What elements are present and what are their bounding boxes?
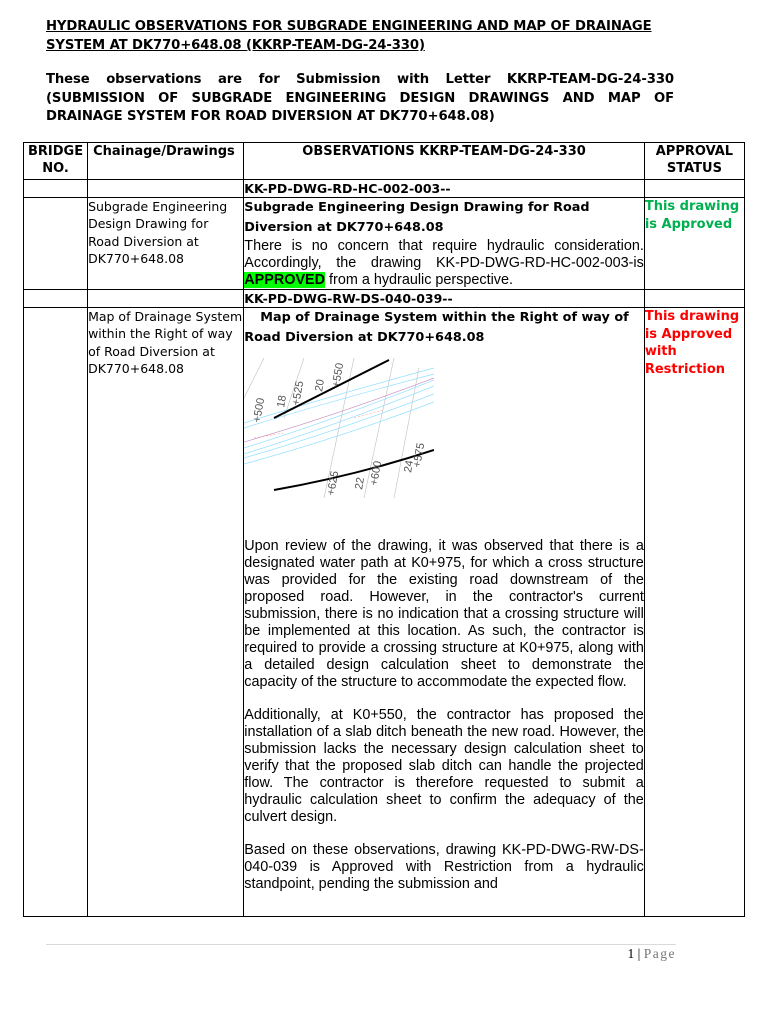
page-separator: | <box>637 946 641 961</box>
chainage-cell: Subgrade Engineering Design Drawing for Road Diversion at DK770+648.08 <box>88 198 244 290</box>
header-chainage: Chainage/Drawings <box>88 143 244 180</box>
observations-table <box>23 142 745 917</box>
observation-text: There is no concern that require hydraulic consideration. Accordingly, the drawing KK-PD-DWG-RD-HC-002-003-is APPROVED from a hydraulic perspective. <box>244 238 644 288</box>
approval-status: This drawing is Approved with Restriction <box>644 308 744 917</box>
observation-paragraph: Additionally, at K0+550, the contractor has proposed the installation of a slab ditch beneath the new road. However, the submission lacks the necessary design calculation sheet to verify that the proposed slab ditch can handle the projected flow. The contractor is therefore requested to submit a hydraulic calculation sheet to confirm the adequacy of the culvert design. <box>244 707 644 825</box>
table-row <box>24 290 745 308</box>
station-label: +550 <box>330 362 347 389</box>
chainage-cell: Map of Drainage System within the Right of way of Road Diversion at DK770+648.08 <box>88 308 244 917</box>
station-label: +525 <box>290 380 307 407</box>
page-footer <box>628 946 676 962</box>
intro-paragraph: These observations are for Submission with Letter KKRP-TEAM-DG-24-330 (SUBMISSION OF SUBGRADE ENGINEERING DESIGN DRAWINGS AND MAP OF DRAINAGE SYSTEM FOR ROAD DIVERSION AT DK770+648.08) <box>46 72 674 124</box>
station-label: +600 <box>368 460 385 487</box>
drawing-code: KK-PD-DWG-RW-DS-040-039-- <box>244 290 645 308</box>
header-approval-status: APPROVAL STATUS <box>644 143 744 180</box>
observation-cell <box>244 198 645 290</box>
drawing-code: KK-PD-DWG-RD-HC-002-003-- <box>244 180 645 198</box>
station-label: 24 <box>402 459 417 474</box>
observation-paragraph: Upon review of the drawing, it was observed that there is a designated water path at K0+975, for which a cross structure was provided for the existing road downstream of the proposed road. However, in the contractor's current submission, there is no indication that a crossing structure will be implemented at this location. As such, the contractor is required to provide a crossing structure at K0+975, along with a detailed design calculation sheet to demonstrate the capacity of the structure to accommodate the expected flow. <box>244 538 644 690</box>
footer-divider <box>46 944 676 945</box>
station-label: 22 <box>353 476 368 491</box>
observation-title: Subgrade Engineering Design Drawing for Road Diversion at DK770+648.08 <box>244 200 590 235</box>
document-title: HYDRAULIC OBSERVATIONS FOR SUBGRADE ENGINEERING AND MAP OF DRAINAGE SYSTEM AT DK770+648.08 (KKRP-TEAM-DG-24-330) <box>46 19 652 53</box>
station-label: +625 <box>325 470 342 497</box>
station-label: 18 <box>275 394 290 409</box>
approved-highlight: APPROVED <box>244 272 326 288</box>
table-row <box>24 180 745 198</box>
table-row <box>24 308 745 917</box>
table-header-row <box>24 143 745 180</box>
page-word: Page <box>643 946 676 961</box>
station-label: 20 <box>313 378 328 393</box>
page-number: 1 <box>627 946 635 961</box>
drainage-map-drawing <box>244 358 434 498</box>
station-label: +575 <box>411 442 428 469</box>
observation-title: Map of Drainage System within the Right of way of Road Diversion at DK770+648.08 <box>244 310 629 345</box>
header-observations: OBSERVATIONS KKRP-TEAM-DG-24-330 <box>244 143 645 180</box>
header-bridge-no: BRIDGE NO. <box>24 143 88 180</box>
observation-paragraph: Based on these observations, drawing KK-PD-DWG-RW-DS-040-039 is Approved with Restriction from a hydraulic standpoint, pending the submission and <box>244 842 644 892</box>
approval-status: This drawing is Approved <box>644 198 744 290</box>
table-row <box>24 198 745 290</box>
observation-cell <box>244 308 645 917</box>
station-label: +500 <box>251 397 268 424</box>
